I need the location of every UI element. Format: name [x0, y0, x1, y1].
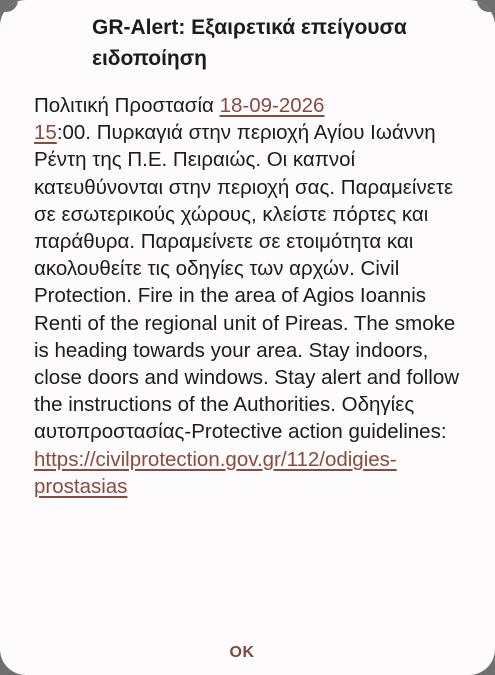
message-prefix: Πολιτική Προστασία — [34, 94, 220, 117]
alert-message — [34, 92, 474, 500]
message-body: :00. Πυρκαγιά στην περιοχή Αγίου Ιωάννη Ρέντη της Π.Ε. Πειραιώς. Οι καπνοί κατευθύνονται στην περιοχή σας. Παραμείνετε σε εσωτερικούς χώρους, κλείστε πόρτες και παράθυρα. Παραμείνετε σε ετοιμότητα και ακολουθείτε τις οδηγίες των αρχών. Civil Protection. Fire in the area of Agios Ioannis Renti of the regional unit of Pireas. The smoke is heading towards your area. Stay indoors, close doors and windows. Stay alert and follow the instructions of the Authorities. Οδηγίες αυτοπροστασίας-Protective action guidelines: — [34, 121, 460, 444]
date-link[interactable]: 18-09-2026 — [219, 94, 325, 117]
dialog-title: GR-Alert: Εξαιρετικά επείγουσα ειδοποίηση — [92, 16, 407, 70]
corner-shadow-left — [0, 0, 18, 12]
time-link[interactable]: 15 — [34, 121, 57, 145]
guidelines-url-link[interactable]: https://civilprotection.gov.gr/112/odigies-prostasias — [34, 447, 397, 498]
ok-button[interactable]: OK — [212, 636, 272, 670]
corner-shadow-right — [477, 0, 495, 12]
